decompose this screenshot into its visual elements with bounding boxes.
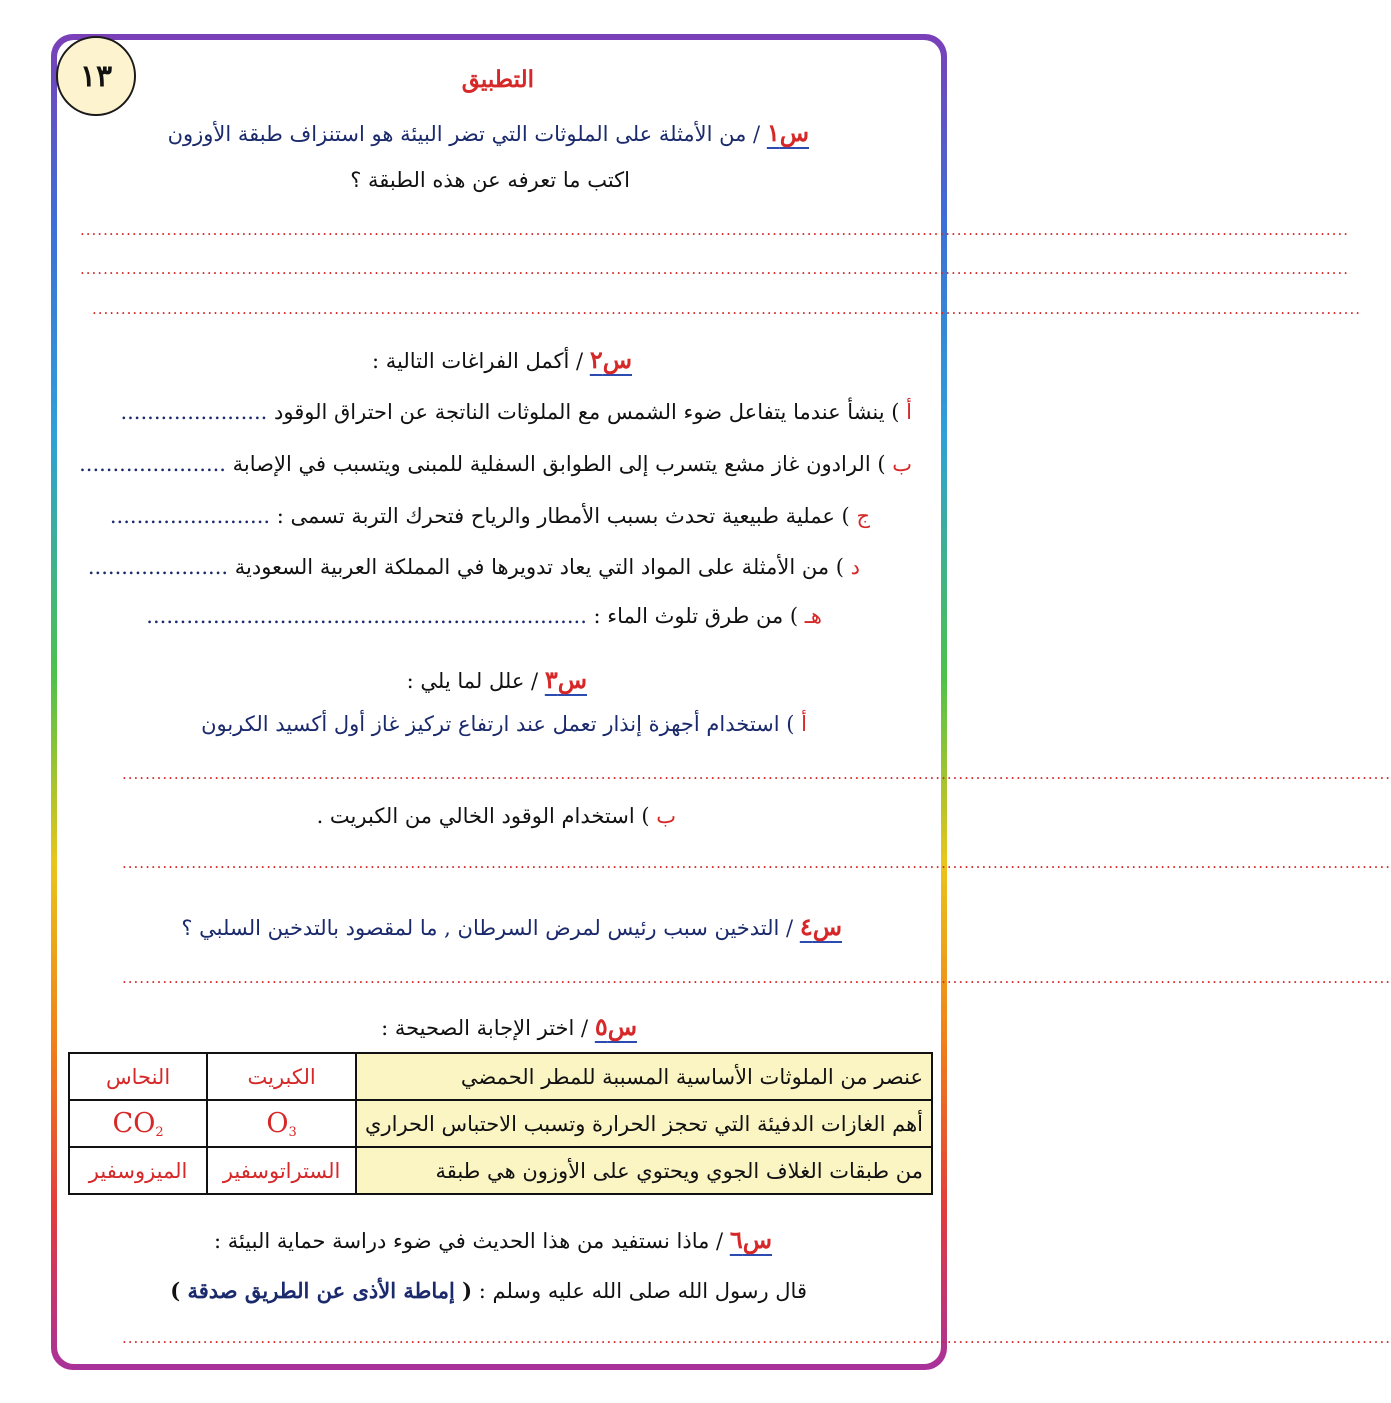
q6-text: ماذا نستفيد من هذا الحديث في ضوء دراسة حماية البيئة : <box>213 1229 710 1253</box>
hadith-line: قال رسول الله صلى الله عليه وسلم : ( إماطة الأذى عن الطريق صدقة ) <box>170 1278 807 1303</box>
q2-line: س٢ / أكمل الفراغات التالية : <box>372 345 632 374</box>
stem-cell: أهم الغازات الدفيئة التي تحجز الحرارة وتسبب الاحتباس الحراري <box>356 1100 932 1147</box>
answer-line-q6[interactable]: ............................................................................................................................................................................................................................ <box>122 1329 1391 1347</box>
q3-label: س٣ <box>544 665 587 694</box>
hadith-text: إماطة الأذى عن الطريق صدقة <box>187 1278 455 1303</box>
answer-line-q4[interactable]: ............................................................................................................................................................................................................................ <box>122 969 1391 987</box>
choice-carbon-dioxide[interactable]: $CO_2$ <box>69 1100 207 1147</box>
answer-line-q1-2[interactable]: ............................................................................................................................................................................................................................ <box>80 260 1349 278</box>
q2-item-e: هـ ) من طرق تلوث الماء : .................................................................. <box>146 604 822 628</box>
q4-text: التدخين سبب رئيس لمرض السرطان , ما لمقصود بالتدخين السلبي ؟ <box>181 916 780 940</box>
choice-copper[interactable]: النحاس <box>69 1053 207 1100</box>
q3-text: علل لما يلي : <box>406 669 525 693</box>
choice-mesosphere[interactable]: الميزوسفير <box>69 1147 207 1194</box>
stem-cell: من طبقات الغلاف الجوي ويحتوي على الأوزون هي طبقة <box>356 1147 932 1194</box>
choices-table <box>68 1052 933 1195</box>
q2-text: أكمل الفراغات التالية : <box>372 349 570 373</box>
q2-item-c: ج ) عملية طبيعية تحدث بسبب الأمطار والرياح فتحرك التربة تسمى : ........................ <box>109 504 870 528</box>
q3-item-b: ب ) استخدام الوقود الخالي من الكبريت . <box>316 804 676 828</box>
q3-item-a: أ ) استخدام أجهزة إنذار تعمل عند ارتفاع تركيز غاز أول أكسيد الكربون <box>201 712 807 736</box>
q2-item-a: أ ) ينشأ عندما يتفاعل ضوء الشمس مع الملوثات الناتجة عن احتراق الوقود ...................... <box>120 400 912 424</box>
answer-line-q1-3[interactable]: ............................................................................................................................................................................................................................ <box>92 300 1361 318</box>
blank-d[interactable]: ..................... <box>87 555 229 579</box>
q1-label: س١ <box>766 118 809 147</box>
table-row <box>69 1100 932 1147</box>
q6-label: س٦ <box>729 1225 772 1254</box>
answer-line-q1-1[interactable]: ............................................................................................................................................................................................................................ <box>80 221 1349 239</box>
answer-line-q3-a[interactable]: ............................................................................................................................................................................................................................ <box>122 765 1391 783</box>
q5-text: اختر الإجابة الصحيحة : <box>381 1016 575 1040</box>
blank-b[interactable]: ...................... <box>79 452 226 476</box>
table-row <box>69 1053 932 1100</box>
q5-line: س٥ / اختر الإجابة الصحيحة : <box>381 1012 637 1041</box>
blank-a[interactable]: ...................... <box>120 400 268 424</box>
q3-line: س٣ / علل لما يلي : <box>406 665 587 694</box>
blank-c[interactable]: ........................ <box>109 504 271 528</box>
answer-line-q3-b[interactable]: ............................................................................................................................................................................................................................ <box>122 854 1391 872</box>
choice-ozone[interactable]: $O_3$ <box>207 1100 356 1147</box>
q5-label: س٥ <box>594 1012 637 1041</box>
choice-stratosphere[interactable]: الستراتوسفير <box>207 1147 356 1194</box>
page-number-badge: ١٣ <box>56 36 136 116</box>
q1-line: س١ / من الأمثلة على الملوثات التي تضر البيئة هو استنزاف طبقة الأوزون <box>167 118 809 147</box>
table-row <box>69 1147 932 1194</box>
blank-e[interactable]: .................................................................. <box>146 604 587 628</box>
q2-item-b: ب ) الرادون غاز مشع يتسرب إلى الطوابق السفلية للمبنى ويتسبب في الإصابة ...................... <box>79 452 912 476</box>
stem-cell: عنصر من الملوثات الأساسية المسببة للمطر الحمضي <box>356 1053 932 1100</box>
q4-label: س٤ <box>799 912 842 941</box>
q1-text: من الأمثلة على الملوثات التي تضر البيئة هو استنزاف طبقة الأوزون <box>167 122 747 146</box>
q2-item-d: د ) من الأمثلة على المواد التي يعاد تدويرها في المملكة العربية السعودية ..................... <box>87 555 860 579</box>
q6-line: س٦ / ماذا نستفيد من هذا الحديث في ضوء دراسة حماية البيئة : <box>213 1225 772 1254</box>
page-title: التطبيق <box>461 66 534 93</box>
choice-sulfur[interactable]: الكبريت <box>207 1053 356 1100</box>
q4-line: س٤ / التدخين سبب رئيس لمرض السرطان , ما لمقصود بالتدخين السلبي ؟ <box>181 912 842 941</box>
q2-label: س٢ <box>589 345 632 374</box>
q1-prompt: اكتب ما تعرفه عن هذه الطبقة ؟ <box>350 168 630 192</box>
